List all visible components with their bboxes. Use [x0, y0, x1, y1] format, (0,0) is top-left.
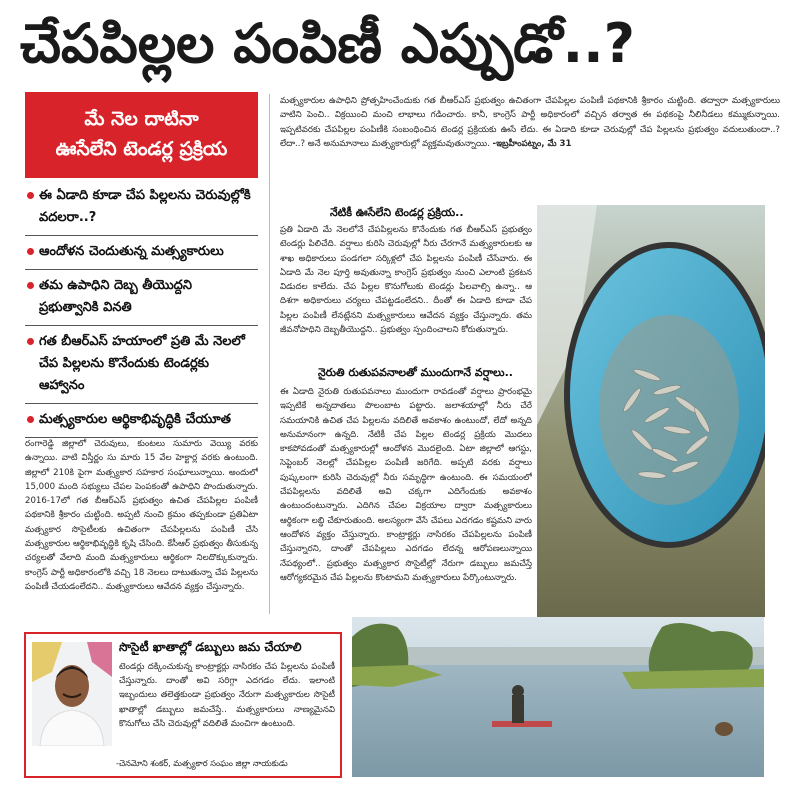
quote-title: సొసైటీ ఖాతాల్లో డబ్బులు జమ చేయాలి [119, 640, 302, 654]
bullet-item: మత్స్యకారుల ఆర్థికాభివృద్ధికి చేయూత [25, 404, 258, 438]
intro-paragraph [280, 94, 780, 198]
bullet-item: ఈ ఏడాది కూడా చేప పిల్లలను చెరువుల్లోకి వదలరా..? [25, 180, 258, 236]
highlight-line-1: మే నెల దాటినా [84, 108, 199, 130]
quote-signature: -చెనమోని శంకర్, మత్స్యకార సంఘం జిల్లా నాయకుడు [116, 758, 288, 768]
lake-fisherman-photo [352, 617, 764, 777]
portrait-illustration [32, 642, 112, 746]
bullet-item: తమ ఉపాధిని దెబ్బ తీయొద్దని ప్రభుత్వానికి వినతి [25, 270, 258, 326]
middle-column-text-1: ప్రతి ఏడాది మే నెలలోనే చేపపిల్లలను కొనేందుకు గత బీఆర్ఎస్ ప్రభుత్వం టెండర్లు పిలిచేది. వర్షాలు కురిసి చెరువుల్లో నీరు చేరగానే మత్స్యకారులకు ఆ శాఖ అధికారులు పండగలా సర్కిళ్లలో చేప పిల్లలను పంపిణీ చేసేవారు. ఈ ఏడాది మే నెల పూర్తి అవుతున్నా కాంగ్రెస్ ప్రభుత్వం నుంచి ఎలాంటి ప్రకటన విడుదల కాలేదు. చేప పిల్లల కొనుగోలుకు టెండర్లు పిలవాల్సి ఉన్నా.. ఆ దిశగా అధికారులు చర్యలు చేపట్టడంలేదని.. దీంతో ఈ ఏడాది కూడా చేప పిల్లల పంపిణీ లేనట్లేనని మత్స్యకారులు ఆవేదన వ్యక్తం చేస్తున్నారు. తమ జీవనోపాధిని దెబ్బతీయొద్దని.. ప్రభుత్వం స్పందించాలని కోరుతున్నారు. [280, 225, 532, 336]
middle-column-text-2: ఈ ఏడాది నైరుతి రుతుపవనాలు ముందుగా రావడంతో వర్షాలు ప్రారంభమై ఇప్పటికే అన్నదాతలు పొలంబాట పట్టారు. జలాశయాల్లో నీరు చేరే సమయానికి ఉచిత చేప పిల్లలను వదిలితే అవకాశం ఉంటుందో, లేదో అన్నది అనుమానంగా ఉన్నది. నేటికీ చేప పిల్లల టెండర్ల ప్రక్రియ మొదలు కాకపోవడంతో మత్స్యకారుల్లో ఆందోళన మొదలైంది. ఏటా జిల్లాలో ఆగస్టు, సెప్టెంబర్ నెలల్లో చేపపిల్లల పంపిణీ జరిగేది. అప్పటి వరకు వర్షాలు పుష్కలంగా కురిసి చెరువుల్లో నీరు సమృద్ధిగా ఉంటుంది. ఈ సమయంలో చేపపిల్లలను వదిలితే అవి చక్కగా ఎదిగేందుకు అవకాశం ఉంటుందంటున్నారు. ఎదిగిన చేపల విక్రయాల ద్వారా మత్స్యకారులు ఆర్థికంగా లబ్ధి చేకూరుతుంది. అలస్యంగా వేసే చేపలు ఎదగడం కష్టమని వారు ఆందోళన వ్యక్తం చేస్తున్నారు. కాంట్రాక్టర్లు నాసిరకం చేపపిల్లలను పంపిణీ చేస్తున్నారని, దాంతో చేపపిల్లలు ఎదగడం లేదన్న ఆరోపణలున్నాయి నేపథ్యంలో.. ప్రభుత్వం మత్స్యకార సొసైటీల్లో నేరుగా డబ్బులు జమచేస్తే ఆరోగ్యకరమైన చేప పిల్లలను కొంటామని మత్స్యకారులు పేర్కొంటున్నారు. [280, 387, 532, 583]
fishing-net-illustration [537, 205, 765, 617]
dateline: -ఇబ్రహీంపట్నం, మే 31 [492, 138, 572, 149]
quote-text: టెండర్లు దక్కించుకున్న కాంట్రాక్టర్లు నాసిరకం చేప పిల్లలను పంపిణీ చేస్తున్నారు. దాంతో అవి సరిగ్గా ఎదగడం లేదు. ఇలాంటి ఇబ్బందులు తలెత్తకుండా ప్రభుత్వం నేరుగా మత్స్యకారుల సొసైటీ ఖాతాల్లో డబ్బులు జమచేస్తే.. మత్స్యకారులు నాణ్యమైనవి కొనుగోలు చేసి చెరువుల్లో వదిలితే మంచిగా ఉంటుంది. [119, 662, 335, 729]
bullet-item: గత బీఆర్ఎస్ హయాంలో ప్రతి మే నెలలో చేప పిల్లలను కొనేందుకు టెండర్లకు ఆహ్వానం [25, 326, 258, 404]
subhead-monsoon: నైరుతి రుతుపవనాలతో ముందుగానే వర్షాలు.. [318, 366, 513, 379]
bullet-item: ఆందోళన చెందుతున్న మత్స్యకారులు [25, 236, 258, 270]
column-divider [269, 94, 270, 614]
quote-box [24, 632, 342, 778]
subhead-tender: నేటికీ ఊసేలేని టెండర్ల ప్రక్రియ.. [330, 206, 464, 219]
red-highlight-box [25, 92, 258, 178]
intro-text: మత్స్యకారుల ఉపాధిని ప్రోత్సహించేందుకు గత బీఆర్ఎస్ ప్రభుత్వం ఉచితంగా చేపపిల్లల పంపిణీ పథకానికి శ్రీకారం చుట్టింది. తద్వారా మత్స్యకారులు వాటిని పెంచి.. విక్రయించి మంచి లాభాలు గడించారు. కానీ, కాంగ్రెస్ పార్టీ అధికారంలో వచ్చిన తర్వాత ఈ పథకంపై నీలినీడలు కమ్ముకున్నాయి. ఇప్పటివరకు చేపపిల్లల పంపిణీకి సంబంధించిన టెండర్ల ప్రక్రియకు ఊసే లేదు. ఈ ఏడాది కూడా చెరువుల్లో చేప పిల్లలను ప్రభుత్వం వదులుతుందా..? లేదా..? అనే అనుమానాలు మత్స్యకారుల్లో వ్యక్తమవుతున్నాయి. [280, 96, 780, 149]
left-column-text: రంగారెడ్డి జిల్లాలో చెరువులు, కుంటలు సుమారు వెయ్యి వరకు ఉన్నాయి. వాటి విస్తీర్ణం సు మారు 15 వేల హెక్టార్ల వరకు ఉంటుంది. జిల్లాలో 210కి పైగా మత్స్యకార సహకార సంఘాలున్నాయి. అందులో 15,000 మంది సభ్యులు చేపల పెంపకంతో ఉపాధిని పొందుతున్నారు. 2016-17లో గత బీఆర్ఎస్ ప్రభుత్వం ఉచిత చేపపిల్లల పంపిణీ పథకానికి శ్రీకారం చుట్టింది. అప్పటి నుంచి క్రమం తప్పకుండా ప్రతిఏటా మత్స్యకార సొసైటీలకు ఉచితంగా చేపపిల్లలను పంపిణీ చేసి మత్స్యకారుల ఆర్థికాభివృద్ధికి కృషి చేసింది. కేసీఆర్ ప్రభుత్వం తీసుకున్న చర్యలతో వేలాది మంది మత్స్యకారులు ఆర్థికంగా నిలదొక్కుకున్నారు. కాంగ్రెస్ పార్టీ అధికారంలోకి వచ్చి 18 నెలలు దాటుతున్నా చేప పిల్లలను పంపిణీ చేయడంలేదని.. మత్స్యకారులు ఆవేదన వ్యక్తం చేస్తున్నారు. [25, 439, 258, 592]
lake-illustration [352, 617, 764, 777]
bullet-list [25, 180, 258, 438]
headline: చేపపిల్లల పంపిణీ ఎప్పుడో..? [20, 12, 635, 75]
portrait-photo [32, 642, 112, 746]
fishing-net-photo [537, 205, 765, 617]
highlight-line-2: ఊసేలేని టెండర్ల ప్రక్రియ [55, 138, 228, 160]
